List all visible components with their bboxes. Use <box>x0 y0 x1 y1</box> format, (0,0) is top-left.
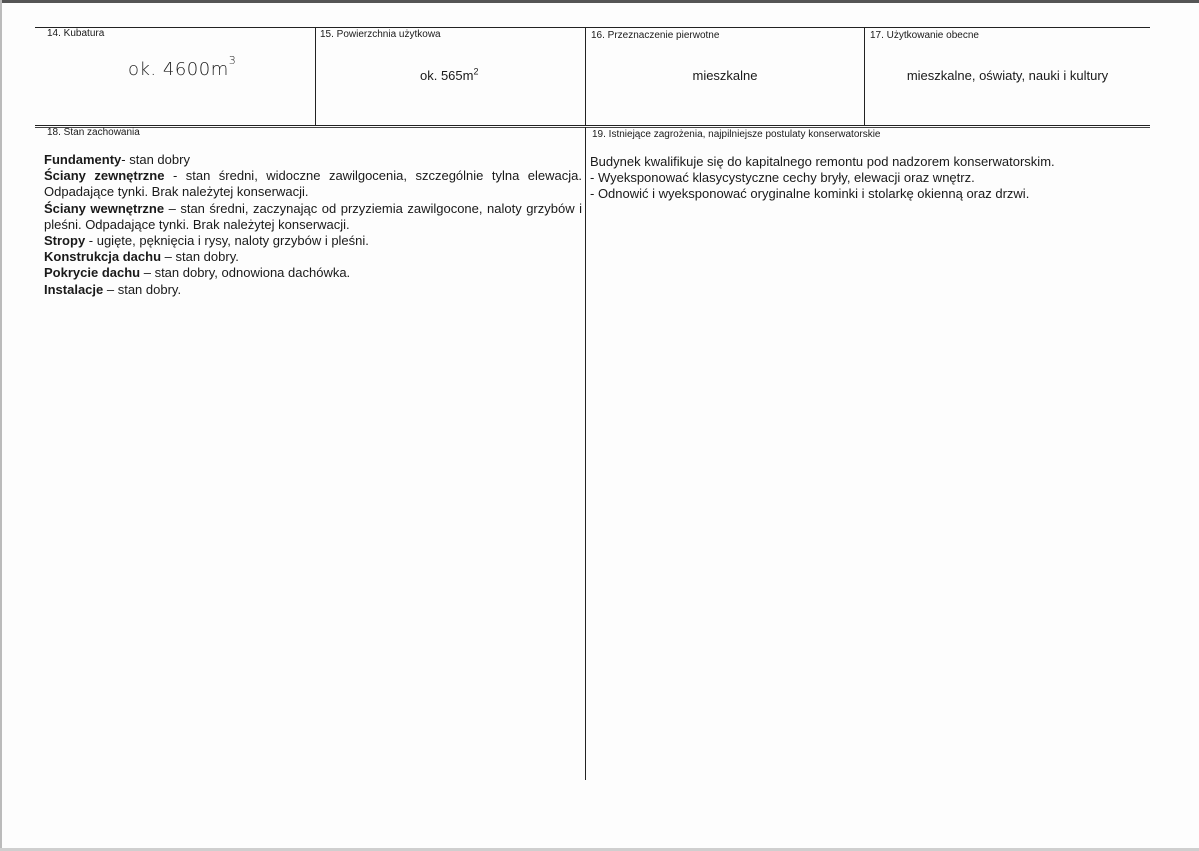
powierzchnia-value <box>420 68 479 84</box>
stan-item-stropy <box>44 233 582 249</box>
kubatura-value-exponent: 3 <box>228 54 237 67</box>
przeznaczenie-value: mieszkalne <box>692 68 758 83</box>
stan-item-text: – stan średni, zaczynając od przyziemia zawilgocone, naloty grzybów i pleśni. Odpadające tynki. Brak należytej konserwacji. <box>44 200 582 232</box>
divider-14-15 <box>315 27 316 126</box>
stan-item-sciany-wewnetrzne <box>44 201 582 233</box>
zagrozenia-body <box>590 154 1145 203</box>
stan-item-head: Instalacje <box>44 281 104 297</box>
stan-item-text: - ugięte, pęknięcia i rysy, naloty grzybów i pleśni. <box>85 233 369 249</box>
row1-bottom-border <box>35 125 1150 126</box>
stan-item-konstrukcja-dachu <box>44 249 582 265</box>
powierzchnia-label: 15. Powierzchnia użytkowa <box>320 29 441 40</box>
stan-item-head: Pokrycie dachu <box>44 265 141 281</box>
stan-item-sciany-zewnetrzne <box>44 168 582 200</box>
stan-item-head: Stropy <box>44 233 86 249</box>
divider-18-19 <box>585 127 586 780</box>
stan-zachowania-label: 18. Stan zachowania <box>47 127 140 138</box>
stan-item-text: – stan dobry. <box>103 281 182 297</box>
page-edge-left <box>0 0 2 851</box>
kubatura-value <box>128 54 237 80</box>
kubatura-label: 14. Kubatura <box>47 28 105 39</box>
stan-item-text: – stan dobry, odnowiona dachówka. <box>140 265 351 281</box>
zagrozenia-line: Budynek kwalifikuje się do kapitalnego remontu pod nadzorem konserwatorskim. <box>590 154 1055 169</box>
stan-item-text: - stan średni, widoczne zawilgocenia, szczególnie tylna elewacja. Odpadające tynki. Brak należytej konserwacji. <box>44 168 582 200</box>
stan-item-pokrycie-dachu <box>44 265 582 281</box>
stan-item-head: Fundamenty <box>44 152 122 167</box>
zagrozenia-line: - Wyeksponować klasycystyczne cechy bryły, elewacji oraz wnętrz. <box>590 170 975 186</box>
kubatura-value-number: 4600m <box>162 59 229 80</box>
page-edge-top <box>0 0 1199 3</box>
zagrozenia-line: - Odnowić i wyeksponować oryginalne kominki i stolarkę okienną oraz drzwi. <box>590 186 1030 202</box>
stan-item-instalacje <box>44 282 582 298</box>
stan-item-fundamenty <box>44 152 582 168</box>
uzytkowanie-value: mieszkalne, oświaty, nauki i kultury <box>906 68 1109 83</box>
stan-item-head: Ściany wewnętrzne <box>44 200 165 216</box>
kubatura-value-prefix: ok. <box>128 59 157 80</box>
zagrozenia-label: 19. Istniejące zagrożenia, najpilniejsze postulaty konserwatorskie <box>592 129 881 140</box>
stan-item-head: Ściany zewnętrzne <box>44 168 165 184</box>
stan-item-head: Konstrukcja dachu <box>44 249 162 265</box>
powierzchnia-value-exponent: 2 <box>473 66 479 77</box>
stan-item-text: – stan dobry. <box>161 249 239 265</box>
row1-top-border <box>35 27 1150 28</box>
powierzchnia-value-text: ok. 565m <box>420 68 474 83</box>
uzytkowanie-label: 17. Użytkowanie obecne <box>870 30 979 41</box>
stan-item-text: - stan dobry <box>121 152 190 167</box>
przeznaczenie-label: 16. Przeznaczenie pierwotne <box>591 30 720 41</box>
row2-top-border <box>35 127 1150 128</box>
stan-zachowania-body <box>44 152 582 298</box>
